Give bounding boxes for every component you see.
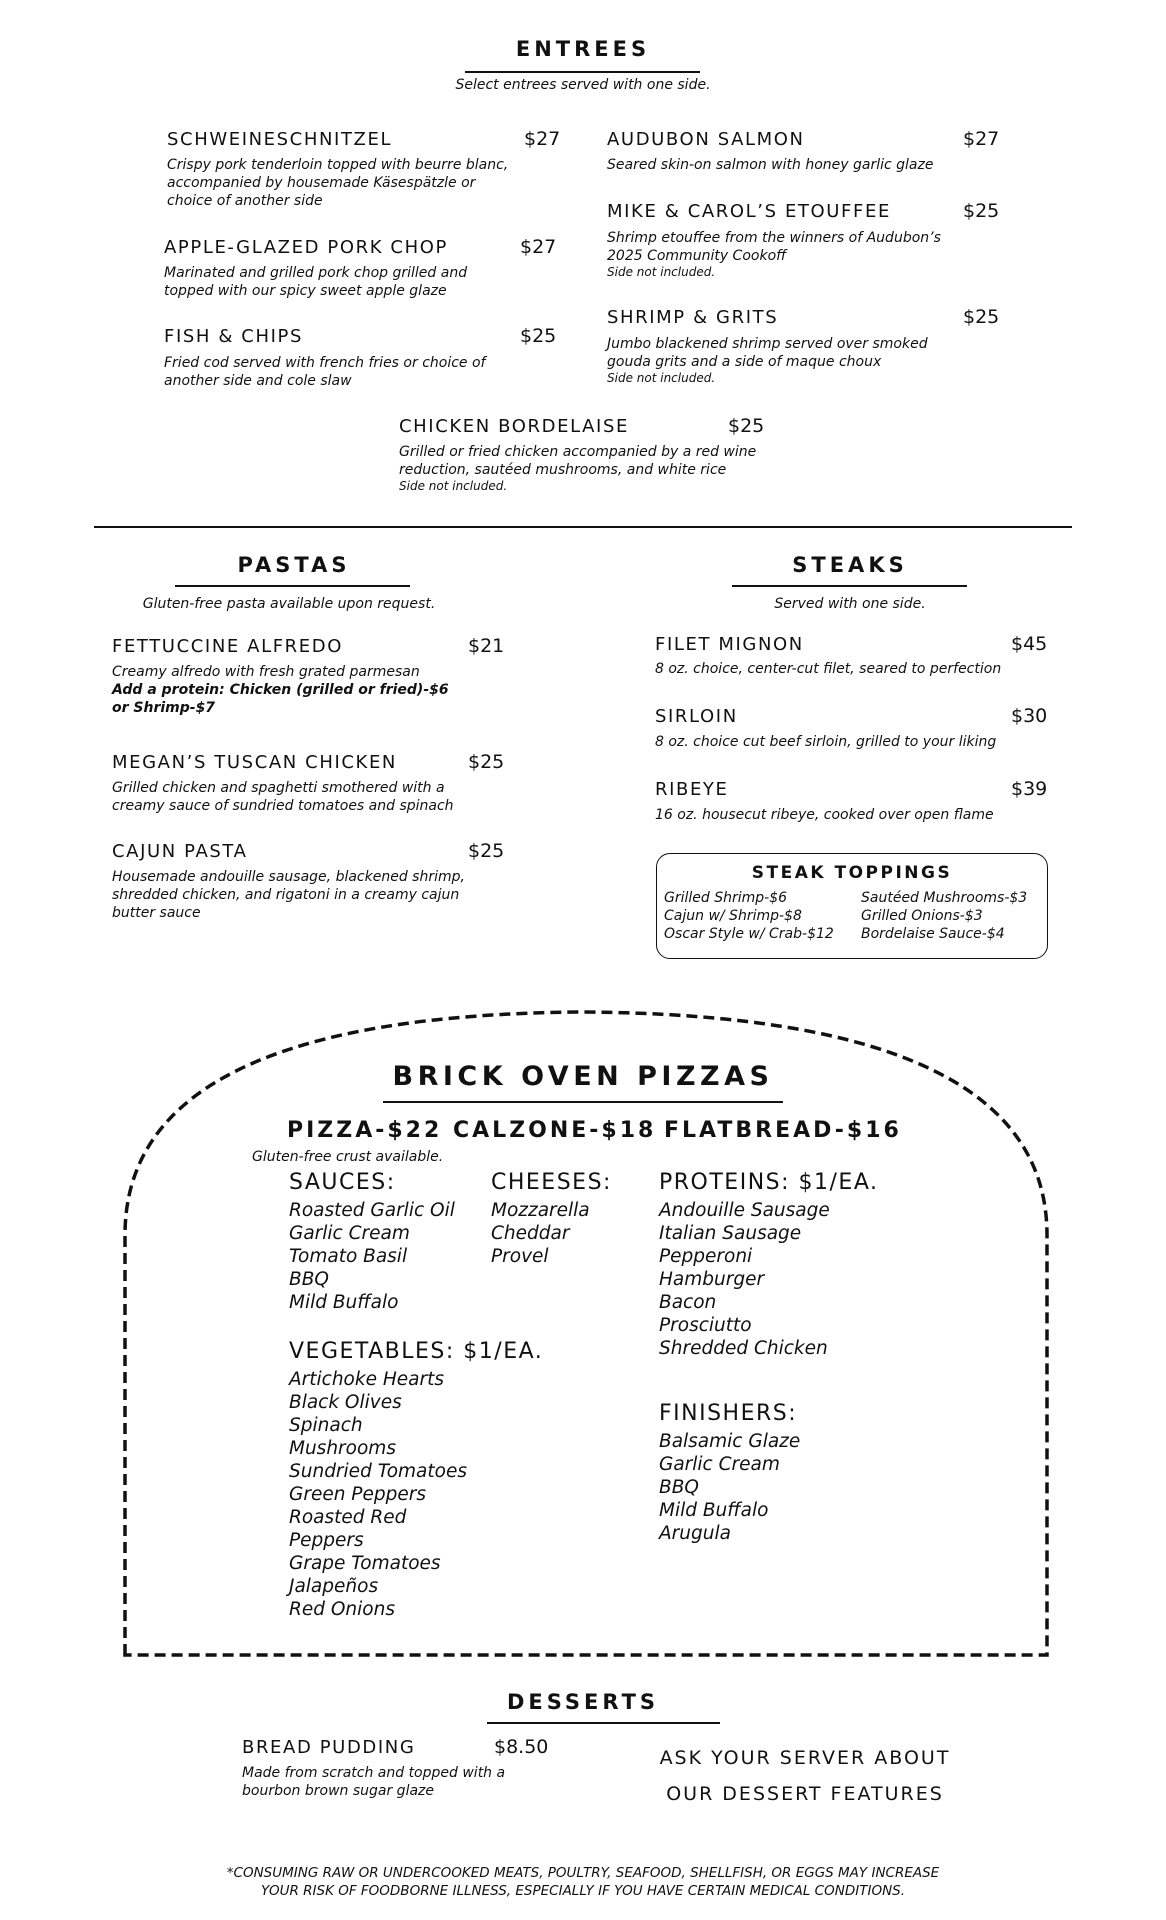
sauces-heading: SAUCES: [289,1170,396,1195]
list-item: Peppers [289,1530,364,1551]
proteins-heading: PROTEINS: $1/EA. [659,1170,879,1195]
list-item: Mushrooms [289,1438,396,1459]
topping: Sautéed Mushrooms-$3 [861,890,1028,906]
list-item: Tomato Basil [289,1246,408,1267]
item-price: $25 [468,751,505,773]
item-description: Seared skin-on salmon with honey garlic glaze [607,157,934,173]
item-description: 8 oz. choice cut beef sirloin, grilled to your liking [655,734,997,750]
item-description: 16 oz. housecut ribeye, cooked over open flame [655,807,994,823]
side-note: Side not included. [399,479,508,493]
pizza-price: PIZZA-$22 [287,1118,443,1143]
list-item: BBQ [659,1477,699,1498]
pastas-title: PASTAS [237,553,351,577]
list-item: Roasted Garlic Oil [289,1200,455,1221]
list-item: Italian Sausage [659,1223,802,1244]
list-item: Mozzarella [491,1200,590,1221]
sauces-list [289,1199,455,1314]
list-item: Balsamic Glaze [659,1431,801,1452]
list-item: Andouille Sausage [659,1200,830,1221]
list-item: Garlic Cream [659,1454,780,1475]
list-item: Bacon [659,1292,717,1313]
list-item: Sundried Tomatoes [289,1461,467,1482]
item-description: Jumbo blackened shrimp served over smoked gouda grits and a side of maque choux [607,336,928,370]
item-price: $25 [728,415,765,437]
list-item: Mild Buffalo [659,1500,769,1521]
list-item: Roasted Red [289,1507,407,1528]
item-name: SHRIMP & GRITS [607,307,779,328]
list-item: Cheddar [491,1223,570,1244]
list-item: Jalapeños [289,1576,379,1597]
item-description: Grilled or fried chicken accompanied by a red wine reduction, sautéed mushrooms, and white rice [399,444,757,478]
item-price: $25 [468,840,505,862]
item-name: AUDUBON SALMON [607,129,805,150]
item-description: Housemade andouille sausage, blackened shrimp, shredded chicken, and rigatoni in a creamy cajun butter sauce [112,869,465,921]
item-name: FISH & CHIPS [164,326,303,347]
item-price: $25 [963,306,1000,328]
item-price: $21 [468,635,505,657]
item-price: $45 [1011,633,1048,655]
list-item: Prosciutto [659,1315,752,1336]
gluten-free-note: Gluten-free crust available. [252,1149,444,1165]
list-item: Shredded Chicken [659,1338,828,1359]
item-description: Grilled chicken and spaghetti smothered with a creamy sauce of sundried tomatoes and spinach [112,780,454,814]
item-description: Marinated and grilled pork chop grilled and topped with our spicy sweet apple glaze [164,265,468,299]
list-item: Artichoke Hearts [289,1369,444,1390]
desserts-title-rule [487,1722,720,1724]
list-item: Mild Buffalo [289,1292,399,1313]
dessert-features-note: ASK YOUR SERVER ABOUT OUR DESSERT FEATURES [659,1747,951,1805]
topping: Grilled Onions-$3 [861,908,983,924]
item-name: RIBEYE [655,779,729,800]
desserts-title: DESSERTS [506,1690,660,1714]
finishers-heading: FINISHERS: [659,1401,798,1426]
list-item: Spinach [289,1415,363,1436]
item-price: $27 [524,128,561,150]
item-name: FILET MIGNON [655,634,804,655]
topping: Cajun w/ Shrimp-$8 [664,908,802,924]
item-description: 8 oz. choice, center-cut filet, seared to perfection [655,661,1002,677]
list-item: Provel [491,1246,549,1267]
item-name: MEGAN’S TUSCAN CHICKEN [112,752,397,773]
item-description: Fried cod served with french fries or choice of another side and cole slaw [164,355,486,389]
cheeses-list [491,1199,590,1268]
list-item: Arugula [659,1523,731,1544]
item-name: CAJUN PASTA [112,841,248,862]
list-item: Hamburger [659,1269,765,1290]
list-item: Red Onions [289,1599,395,1620]
side-note: Side not included. [607,265,716,279]
entrees-note: Select entrees served with one side. [455,77,711,93]
health-disclaimer: *CONSUMING RAW OR UNDERCOOKED MEATS, POULTRY, SEAFOOD, SHELLFISH, OR EGGS MAY INCREASE YOUR RISK OF FOODBORNE ILLNESS, ESPECIALLY IF YOU HAVE CERTAIN MEDICAL CONDITIONS. [226,1865,940,1899]
cheeses-heading: CHEESES: [491,1170,612,1195]
steak-toppings-title: STEAK TOPPINGS [751,863,953,883]
side-note: Side not included. [607,371,716,385]
item-price: $27 [520,236,557,258]
item-description: Shrimp etouffee from the winners of Audubon’s 2025 Community Cookoff [607,230,941,264]
topping: Oscar Style w/ Crab-$12 [664,926,834,942]
list-item: Green Peppers [289,1484,426,1505]
flatbread-price: FLATBREAD-$16 [664,1118,902,1143]
pizzas-title: BRICK OVEN PIZZAS [392,1061,774,1092]
item-name: APPLE-GLAZED PORK CHOP [164,237,448,258]
steaks-note: Served with one side. [774,596,926,612]
item-price: $30 [1011,705,1048,727]
item-name: CHICKEN BORDELAISE [399,416,629,437]
item-description: Creamy alfredo with fresh grated parmesan Add a protein: Chicken (grilled or fried)-$6 or Shrimp-$7 [112,664,449,716]
item-price: $25 [520,325,557,347]
topping: Bordelaise Sauce-$4 [861,926,1005,942]
pastas-note: Gluten-free pasta available upon request. [142,596,436,612]
item-name: BREAD PUDDING [242,1737,416,1758]
proteins-list [659,1199,830,1360]
list-item: Garlic Cream [289,1223,410,1244]
entrees-title: ENTREES [515,37,651,61]
item-price: $8.50 [494,1736,549,1758]
vegetables-list [289,1368,467,1621]
item-price: $25 [963,200,1000,222]
topping: Grilled Shrimp-$6 [664,890,788,906]
item-name: MIKE & CAROL’S ETOUFFEE [607,201,891,222]
add-protein-note: Add a protein: Chicken (grilled or fried)-$6 [112,682,449,698]
item-name: FETTUCCINE ALFREDO [112,636,343,657]
item-price: $39 [1011,778,1048,800]
vegetables-heading: VEGETABLES: $1/EA. [289,1339,544,1364]
item-description: Made from scratch and topped with a bourbon brown sugar glaze [242,1765,506,1799]
list-item: Grape Tomatoes [289,1553,441,1574]
list-item: BBQ [289,1269,329,1290]
item-name: SIRLOIN [655,706,738,727]
pizzas-title-rule [383,1101,783,1103]
list-item: Pepperoni [659,1246,753,1267]
item-description: Crispy pork tenderloin topped with beurre blanc, accompanied by housemade Käsespätzle or choice of another side [167,157,509,209]
item-price: $27 [963,128,1000,150]
finishers-list [659,1430,800,1545]
list-item: Black Olives [289,1392,402,1413]
steaks-title: STEAKS [792,553,908,577]
calzone-price: CALZONE-$18 [453,1118,657,1143]
item-name: SCHWEINESCHNITZEL [167,129,393,150]
